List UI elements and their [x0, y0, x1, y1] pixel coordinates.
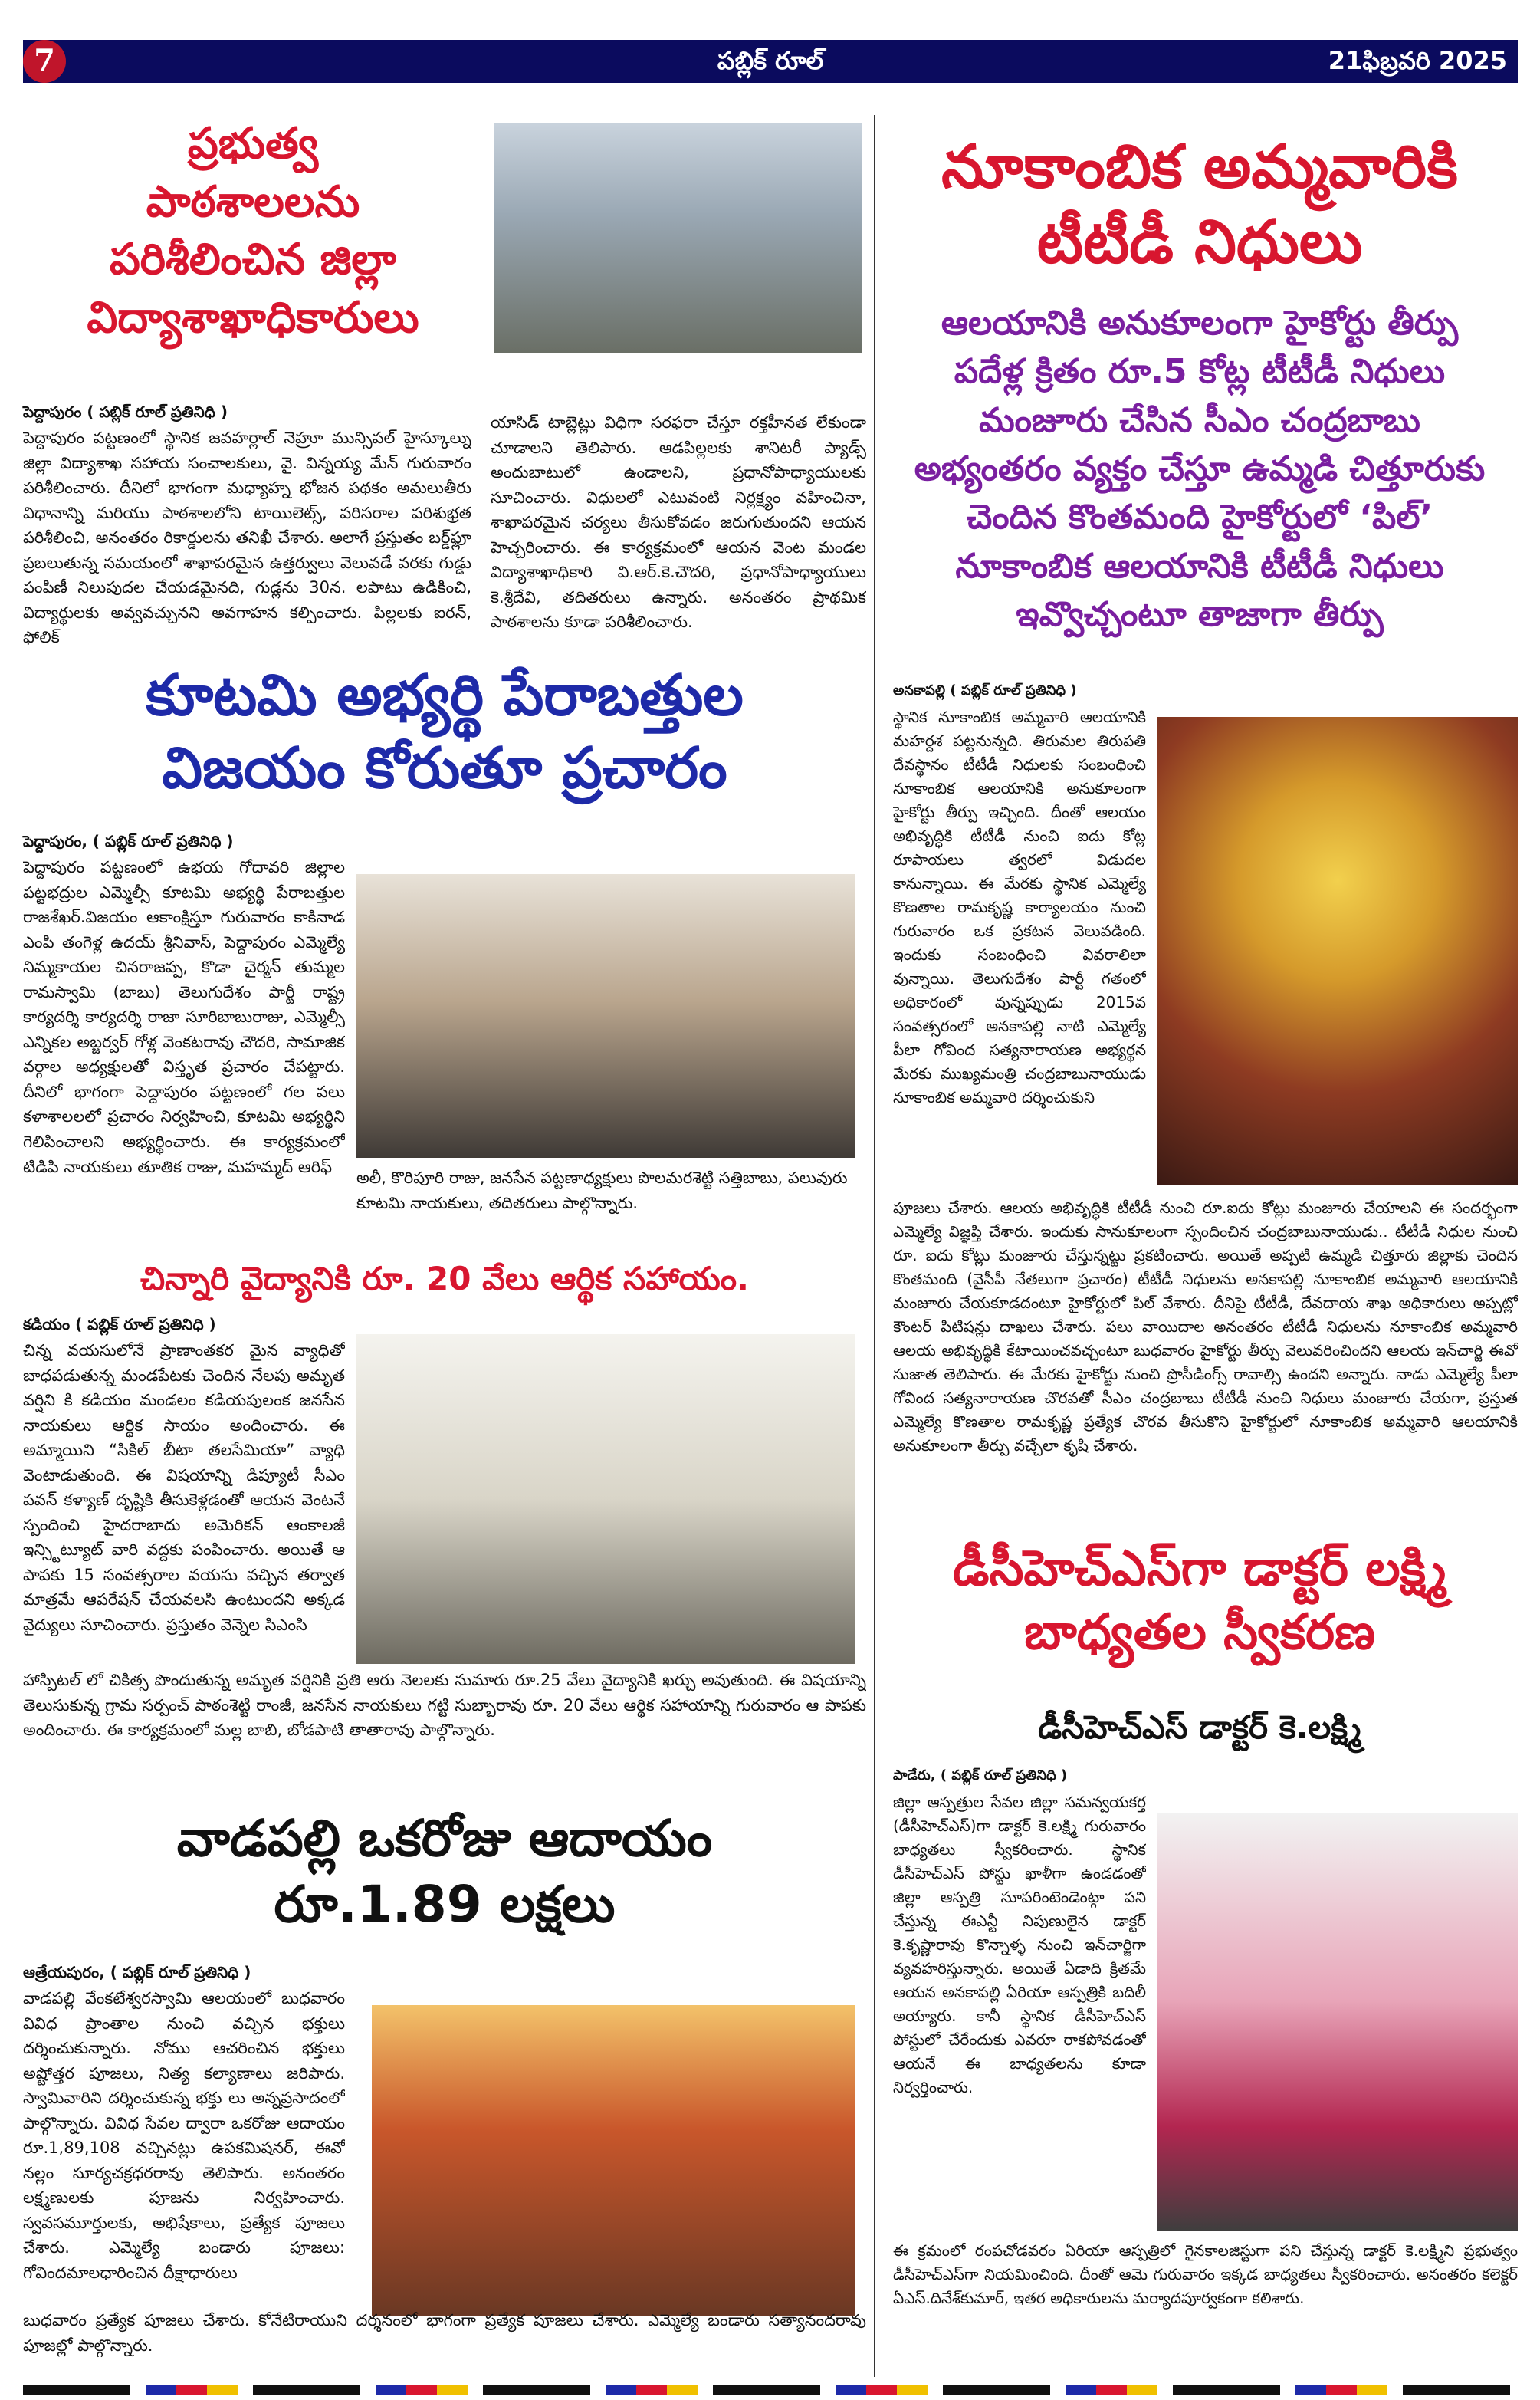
masthead [23, 40, 1518, 83]
schools-photo [494, 123, 862, 353]
campaign-photo [356, 874, 855, 1158]
medical-body: చిన్న వయసులోనే ప్రాణాంతకర మైన వ్యాధితో బాధపడుతున్న మండపేటకు చెందిన నేలపు అమృత వర్షిని కి కడియం మండలం కడియపులంక జనసేన నాయకులు ఆర్థిక సాయం అందించారు. ఈ అమ్మాయిని “సికిల్ బీటా తలసేమియా” వ్యాధి వెంటాడుతుంది. ఈ విషయాన్ని డిప్యూటీ సీఎం పవన్ కళ్యాణ్ దృష్టికి తీసుకెళ్లడంతో ఆయన వెంటనే స్పందించి హైదరాబాదు అమెరికన్ ఆంకాలజీ ఇన్స్టిట్యూట్ వారి వద్దకు పంపించారు. అయితే ఆ పాపకు 15 సంవత్సరాల వయసు వచ్చిన తర్వాత మాత్రమే ఆపరేషన్ చేయవలసి ఉంటుందని అక్కడ వైద్యులు సూచించారు. ప్రస్తుతం వెన్నెల సిఎంసి [23, 1341, 345, 1635]
schools-dateline: పెద్దాపురం ( పబ్లిక్ రూల్ ప్రతినిధి ) [23, 403, 228, 421]
footer-colour-strip [23, 2385, 1518, 2395]
campaign-headline: కూటమి అభ్యర్థి పేరాబత్తుల విజయం కోరుతూ ప్రచారం [146, 662, 744, 801]
campaign-dateline: పెద్దాపురం, ( పబ్లిక్ రూల్ ప్రతినిధి ) [23, 832, 234, 850]
dchs-dateline: పాడేరు, ( పబ్లిక్ రూల్ ప్రతినిధి ) [893, 1767, 1068, 1784]
nookambika-dateline: అనకాపల్లి ( పబ్లిక్ రూల్ ప్రతినిధి ) [893, 682, 1077, 699]
page-number: 7 [23, 40, 66, 83]
campaign-caption: అలీ, కొరిపూరి రాజు, జనసేన పట్టణాధ్యక్షులు పొలమరశెట్టి సత్తిబాబు, పలువురు కూటమి నాయకులు, తదితరులు పాల్గొన్నారు. [356, 1169, 848, 1212]
vadapalli-body: వాడపల్లి వేంకటేశ్వరస్వామి ఆలయంలో బుధవారం వివిధ ప్రాంతాల నుంచి వచ్చిన భక్తులు దర్శించుకున్నారు. నోము ఆచరించిన భక్తులు అష్టోత్తర పూజలు, నిత్య కల్యాణాలు జరిపారు. స్వామివారిని దర్శించుకున్న భక్తు లు అన్నప్రసాదంలో పాల్గొన్నారు. వివిధ సేవల ద్వారా ఒకరోజు ఆదాయం రూ.1,89,108 వచ్చినట్లు ఉపకమిషనర్, ఈవో నల్లం సూర్యచక్రధరరావు తెలిపారు. అనంతరం లక్ష్మణులకు పూజను నిర్వహించారు. స్వవసమూర్తులకు, అభిషేకాలు, ప్రత్యేక పూజలు చేశారు. ఎమ్మెల్యే బండారు పూజలు: గోవిందమాలధారించిన దీక్షాధారులు [23, 1989, 345, 2283]
vadapalli-headline: వాడపల్లి ఒకరోజు ఆదాయం రూ.1.89 లక్షలు [176, 1809, 713, 1934]
dchs-headline: డీసీహెచ్ఎస్‌గా డాక్టర్ లక్ష్మి బాధ్యతల స్వీకరణ [953, 1540, 1446, 1662]
medical-headline: చిన్నారి వైద్యానికి రూ. 20 వేలు ఆర్థిక సహాయం. [140, 1260, 750, 1297]
dchs-subhead: డీసీహెచ్ఎస్ డాక్టర్ కె.లక్ష్మి [1038, 1708, 1361, 1746]
medical-body-wide: హాస్పిటల్ లో చికిత్స పొందుతున్న అమృత వర్షినికి ప్రతి ఆరు నెలలకు సుమారు రూ.25 వేలు వైద్యానికి ఖర్చు అవుతుంది. ఈ విషయాన్ని తెలుసుకున్న గ్రామ సర్పంచ్ పాఠంశెట్టి రాంజీ, జనసేన నాయకులు గట్టి సుబ్బారావు రూ. 20 వేలు ఆర్థిక సహాయాన్ని గురువారం ఆ పాపకు అందించారు. ఈ కార్యక్రమంలో మల్ల బాబి, బోడపాటి తాతారావు పాల్గొన్నారు. [23, 1671, 866, 1740]
dchs-doctor-photo [1157, 1813, 1518, 2231]
dchs-body: జిల్లా ఆస్పత్రుల సేవల జిల్లా సమన్వయకర్త (డీసీహెచ్ఎస్)గా డాక్టర్ కె.లక్ష్మి గురువారం బాధ్యతలు స్వీకరించారు. స్థానిక డీసీహెచ్ఎస్ పోస్టు ఖాళీగా ఉండడంతో జిల్లా ఆస్పత్రి సూపరింటెండెంట్గా పని చేస్తున్న ఈఎన్టీ నిపుణులైన డాక్టర్ కె.కృష్ణారావు కొన్నాళ్ళ నుంచి ఇన్‌చార్జిగా వ్యవహరిస్తున్నారు. అయితే ఏడాది క్రితమే ఆయన అనకాపల్లి ఏరియా ఆస్పత్రికి బదిలీ అయ్యారు. కానీ స్థానిక డీసీహెచ్ఎస్ పోస్టులో చేరేందుకు ఎవరూ రాకపోవడంతో ఆయనే ఈ బాధ్యతలను కూడా నిర్వర్తించారు. [893, 1793, 1146, 2096]
nookambika-subhead: ఆలయానికి అనుకూలంగా హైకోర్టు తీర్పు పదేళ్ల క్రితం రూ.5 కోట్ల టీటీడీ నిధులు మంజూరు చేసిన సీఎం చంద్రబాబు అభ్యంతరం వ్యక్తం చేస్తూ ఉమ్మడి చిత్తూరుకు చెందిన కొంతమంది హైకోర్టులో ‘పిల్’ నూకాంబిక ఆలయానికి టీటీడీ నిధులు ఇవ్వొచ్చంటూ తాజాగా తీర్పు [914, 304, 1486, 635]
medical-family-photo [356, 1334, 855, 1664]
schools-body-col2: యాసిడ్ టాబ్లెట్లు విధిగా సరఫరా చేస్తూ రక్తహీనత లేకుండా చూడాలని తెలిపారు. ఆడపిల్లలకు శానిటరీ ప్యాడ్స్ అందుబాటులో ఉండాలని, ప్రధానోపాధ్యాయులకు సూచించారు. విధులలో ఎటువంటి నిర్లక్ష్యం వహించినా, శాఖాపరమైన చర్యలు తీసుకోవడం జరుగుతుందని ఆయన హెచ్చరించారు. ఈ కార్యక్రమంలో ఆయన వెంట మండల విద్యాశాఖాధికారి వి.ఆర్.కె.చౌదరి, ప్రధానోపాధ్యాయులు కె.శ్రీదేవి, తదితరులు ఉన్నారు. అనంతరం ప్రాథమిక పాఠశాలను కూడా పరిశీలించారు. [491, 413, 866, 632]
issue-date: 21ఫిబ్రవరి 2025 [1328, 46, 1507, 75]
schools-body-col1: పెద్దాపురం పట్టణంలో స్థానిక జవహర్లాల్ నెహ్రూ మున్సిపల్ హైస్కూల్ను జిల్లా విద్యాశాఖ సహాయ సంచాలకులు, వై. విన్నయ్య మేన్ గురువారం పరిశీలించారు. దీనిలో భాగంగా మధ్యాహ్న భోజన పథకం అమలుతీరు విధానాన్ని మరియు పాఠశాలలోని టాయిలెట్స్, పరిసరాల పరిశుభ్రత పరిశీలించి, అనంతరం రికార్డులను తనిఖీ చేశారు. అలాగే ప్రస్తుతం బర్డ్‌ఫ్లూ ప్రబలుతున్న సమయంలో శాఖాపరమైన ఉత్తర్వులు వెలువడే వరకు గుడ్డు పంపిణీ నిలుపుదల చేయడమైనది, గుడ్లను 30న. లపాటు ఉడికించి, విద్యార్థులకు అవ్వవచ్చునని అవగాహన కల్పించారు. పిల్లలకు ఐరన్, ఫోలిక్ [23, 429, 471, 647]
column-divider-left [874, 115, 875, 2377]
nookambika-goddess-photo [1157, 717, 1518, 1185]
vadapalli-dateline: ఆత్రేయపురం, ( పబ్లిక్ రూల్ ప్రతినిధి ) [23, 1963, 251, 1981]
medical-dateline: కడియం ( పబ్లిక్ రూల్ ప్రతినిధి ) [23, 1315, 216, 1333]
nookambika-body-wide: పూజలు చేశారు. ఆలయ అభివృద్ధికి టీటీడీ నుంచి రూ.ఐదు కోట్లు మంజూరు చేయాలని ఈ సందర్భంగా ఎమ్మెల్యే విజ్ఞప్తి చేశారు. ఇందుకు సానుకూలంగా స్పందించిన చంద్రబాబునాయుడు.. టీటీడీ నిధుల నుంచి రూ. ఐదు కోట్లు మంజూరు చేస్తున్నట్టు ప్రకటించారు. అయితే అప్పటి ఉమ్మడి చిత్తూరు జిల్లాకు చెందిన కొంతమంది (వైసీపీ నేతలుగా ప్రచారం) టీటీడీ నిధులను అనకాపల్లి నూకాంబిక అమ్మవారి ఆలయానికి మంజూరు చేయకూడదంటూ హైకోర్టులో పిల్ వేశారు. దీనిపై టీటీడీ, దేవదాయ శాఖ అధికారులు అప్పట్లో కౌంటర్ పిటిషన్లు దాఖలు చేశారు. పలు వాయిదాల అనంతరం టీటీడీ నిధులను నూకాంబిక అమ్మవారి ఆలయ అభివృద్ధికి కేటాయించవచ్చంటూ బుధవారం హైకోర్టు తీర్పు వెలువరించిందని ఆలయ ఇన్‌చార్జి ఈవో సుజాత తెలిపారు. ఈ మేరకు హైకోర్టు నుంచి ప్రొసీడింగ్స్ రావాల్సి ఉందని అన్నారు. నాడు ఎమ్మెల్యే పీలా గోవింద సత్యనారాయణ చొరవతో సీఎం చంద్రబాబు టీటీడీ నుంచి నిధులు మంజూరు చేయగా, ప్రస్తుత ఎమ్మెల్యే కొణతాల రామకృష్ణ ప్రత్యేక చొరవ తీసుకొని హైకోర్టులో నూకాంబిక అమ్మవారి ఆలయానికి అనుకూలంగా తీర్పు వచ్చేలా కృషి చేశారు. [893, 1198, 1518, 1455]
vadapalli-temple-photo [372, 2005, 855, 2316]
paper-name: పబ్లిక్ రూల్ [717, 46, 824, 75]
dchs-body-tail: ఈ క్రమంలో రంపచోడవరం ఏరియా ఆస్పత్రిలో గైనకాలజిస్టుగా పని చేస్తున్న డాక్టర్ కె.లక్ష్మిని ప్రభుత్వం డీసీహెచ్ఎస్‌గా నియమించింది. దీంతో ఆమె గురువారం ఇక్కడ బాధ్యతలు స్వీకరించారు. అనంతరం కలెక్టర్ ఏఎస్.దినేశ్‌కుమార్, ఇతర అధికారులను మర్యాదపూర్వకంగా కలిశారు. [893, 2241, 1518, 2307]
nookambika-headline: నూకాంబిక అమ్మవారికి టీటీడీ నిధులు [941, 133, 1458, 277]
campaign-body: పెద్దాపురం పట్టణంలో ఉభయ గోదావరి జిల్లాల పట్టభద్రుల ఎమ్మెల్సీ కూటమి అభ్యర్థి పేరాబత్తుల రాజశేఖర్.విజయం ఆకాంక్షిస్తూ గురువారం కాకినాడ ఎంపి తంగెళ్ల ఉదయ్ శ్రీనివాస్, పెద్దాపురం ఎమ్మెల్యే నిమ్మకాయల చినరాజప్ప, కొడా చైర్మన్ తుమ్మల రామస్వామి (బాబు) తెలుగుదేశం పార్టీ రాష్ట్ర కార్యదర్శి కార్యదర్శి రాజా సూరిబాబురాజు, ఎమ్మెల్సీ ఎన్నికల అబ్జర్వర్ గోళ్ల వెంకటరావు చౌదరి, సామాజిక వర్గాల అధ్యక్షులతో విస్తృత ప్రచారం చేపట్టారు. దీనిలో భాగంగా పెద్దాపురం పట్టణంలో గల పలు కళాశాలలలో ప్రచారం నిర్వహించి, కూటమి అభ్యర్థిని గెలిపించాలని అభ్యర్థించారు. ఈ కార్యక్రమంలో టిడిపి నాయకులు తూతిక రాజు, మహమ్మద్ ఆరిఫ్ [23, 858, 345, 1176]
schools-headline: ప్రభుత్వ పాఠశాలలను పరిశీలించిన జిల్లా విద్యాశాఖాధికారులు [87, 119, 419, 343]
nookambika-body-narrow: స్థానిక నూకాంబిక అమ్మవారి ఆలయానికి మహర్దశ పట్టనున్నది. తిరుమల తిరుపతి దేవస్థానం టీటీడీ నిధులకు సంబంధించి నూకాంబిక ఆలయానికి అనుకూలంగా హైకోర్టు తీర్పు ఇచ్చింది. దీంతో ఆలయం అభివృద్ధికి టీటీడీ నుంచి ఐదు కోట్ల రూపాయలు త్వరలో విడుదల కానున్నాయి. ఈ మేరకు స్థానిక ఎమ్మెల్యే కొణతాల రామకృష్ణ కార్యాలయం నుంచి గురువారం ఒక ప్రకటన వెలువడింది. ఇందుకు సంబంధించి వివరాలిలా వున్నాయి. తెలుగుదేశం పార్టీ గతంలో అధికారంలో వున్నప్పుడు 2015వ సంవత్సరంలో అనకాపల్లి నాటి ఎమ్మెల్యే పీలా గోవింద సత్యనారాయణ అభ్యర్థన మేరకు ముఖ్యమంత్రి చంద్రబాబునాయుడు నూకాంబిక అమ్మవారి దర్శించుకుని [893, 708, 1146, 1106]
vadapalli-body-wide: బుధవారం ప్రత్యేక పూజలు చేశారు. కోనేటిరాయుని దర్శనంలో భాగంగా ప్రత్యేక పూజలు చేశారు. ఎమ్మెల్యే బండారు సత్యానందరావు పూజల్లో పాల్గొన్నారు. [23, 2311, 866, 2355]
